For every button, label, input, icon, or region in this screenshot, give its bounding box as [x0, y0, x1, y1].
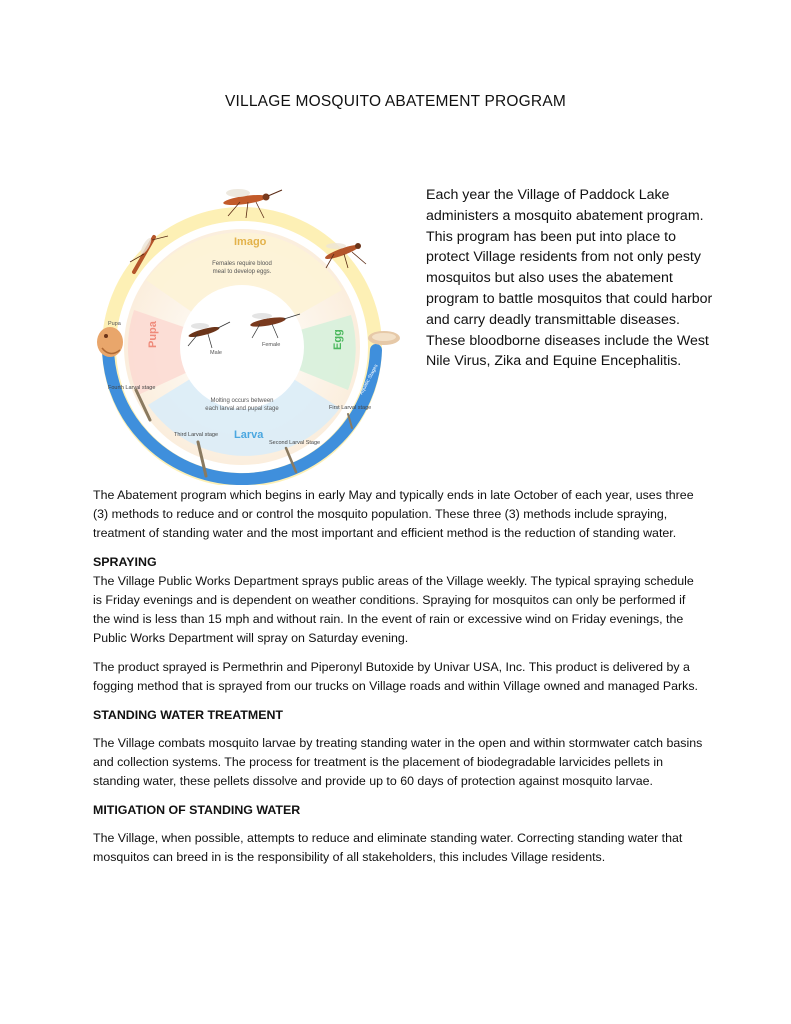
page-title: VILLAGE MOSQUITO ABATEMENT PROGRAM [225, 93, 566, 110]
spraying-paragraph-1: The Village Public Works Department sprays public areas of the Village weekly. The typical spraying schedule is Friday evenings and is dependent on weather conditions. Spraying for mosquitos can only be performed if the wind is less than 15 mph and without rain. In the event of rain or excessive wind on Friday evenings, the Public Works Department will spray on Saturday evening. [93, 574, 694, 645]
stage-label-egg: Egg [332, 329, 344, 350]
third-larval-label: Third Larval stage [174, 432, 219, 438]
second-larval-label: Second Larval Stage [269, 440, 321, 446]
pupa-icon [97, 327, 123, 357]
mitigation-heading: MITIGATION OF STANDING WATER [93, 803, 301, 817]
stage-label-imago: Imago [234, 236, 267, 248]
overview-paragraph: The Abatement program which begins in early May and typically ends in late October of each year, uses three (3) methods to reduce and or control the mosquito population. These three (3) methods include spraying, treatment of standing water and the most important and efficient method is the reduction of standing water. [93, 488, 694, 540]
mosquito-life-cycle-diagram [86, 180, 406, 485]
molting-note-line2: each larval and pupal stage [205, 406, 279, 412]
stage-label-larva: Larva [234, 429, 264, 441]
aquatic-label: Aquatic Stages [358, 363, 380, 396]
intro-paragraph: Each year the Village of Paddock Lake administers a mosquito abatement program. This program has been put into place to protect Village residents from not only pesty mosquitos but also uses the abatement program to battle mosquitos that could harbor and carry deadly transmittable diseases. These bloodborne diseases include the West Nile Virus, Zika and Equine Encephalitis. [426, 187, 713, 370]
female-label: Female [262, 342, 281, 348]
spraying-paragraph-2: The product sprayed is Permethrin and Piperonyl Butoxide by Univar USA, Inc. This product is delivered by a fogging method that is sprayed from our trucks on Village roads and within Village owned and managed Parks. [93, 660, 698, 693]
stage-label-pupa: Pupa [147, 321, 159, 348]
main-content [93, 486, 703, 877]
standing-water-treatment-heading: STANDING WATER TREATMENT [93, 708, 283, 722]
first-larval-label: First Larval stage [329, 405, 372, 411]
molting-note-line1: Molting occurs between [210, 398, 274, 404]
spraying-heading: SPRAYING [93, 555, 157, 569]
center-circle [180, 285, 304, 409]
mitigation-paragraph: The Village, when possible, attempts to reduce and eliminate standing water. Correcting standing water that mosquitos can breed in is the responsibility of all stakeholders, this includes Village residents. [93, 831, 683, 864]
egg-raft-icon [368, 331, 400, 345]
females-note-line2: meal to develop eggs. [212, 269, 272, 275]
pupa-small-label: Pupa [108, 321, 121, 327]
male-label: Male [210, 350, 222, 356]
fourth-larval-label: Fourth Larval stage [108, 385, 156, 391]
females-note-line1: Females require blood [212, 261, 272, 267]
standing-water-treatment-paragraph: The Village combats mosquito larvae by treating standing water in the open and within stormwater catch basins and collection systems. The process for treatment is the placement of biodegradable larvicides pellets in standing water, these pellets dissolve and provide up to 60 days of protection against mosquito larvae. [93, 736, 703, 788]
